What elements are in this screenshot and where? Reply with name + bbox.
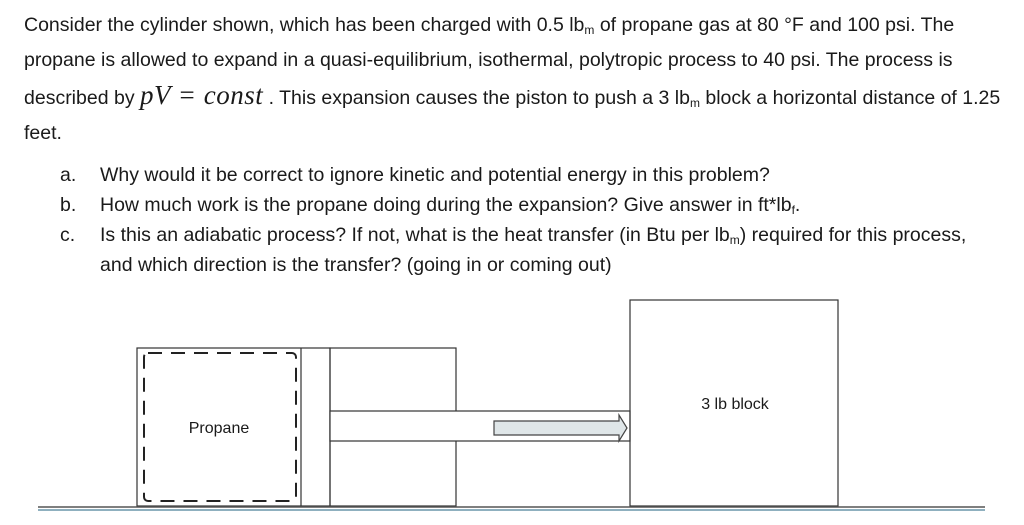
question-text: Why would it be correct to ignore kinetic and potential energy in this problem? [100, 164, 770, 186]
intro-text-4: block a horizontal distance of 1.25 feet. [24, 87, 1001, 144]
question-letter: b. [60, 194, 77, 216]
subscript-f: f [791, 203, 795, 217]
subscript-m: m [729, 233, 740, 247]
question-text-part: Is this an adiabatic process? If not, what is the heat transfer (in Btu per lb [100, 224, 730, 246]
question-text-part: . [794, 194, 801, 216]
subscript-m: m [584, 23, 595, 37]
intro-text-2: of propane gas at 80 °F and 100 psi. The propane is allowed to expand in a quasi-equilibrium, isothermal, polytropic process to 40 psi. The process is described by [24, 14, 955, 109]
question-text-part: How much work is the propane doing during the expansion? Give answer in ft*lb [100, 194, 792, 216]
question-letter: c. [60, 224, 76, 246]
block-label: 3 lb block [701, 396, 769, 413]
intro-text-3: . This expansion causes the piston to push a 3 lb [263, 87, 690, 109]
question-text-part: ) required for this process, and which direction is the transfer? (going in or coming out) [100, 224, 967, 276]
intro-text-1: Consider the cylinder shown, which has been charged with 0.5 lb [24, 14, 585, 36]
propane-label: Propane [188, 420, 250, 437]
question-letter: a. [60, 164, 77, 186]
subscript-m: m [689, 96, 700, 110]
process-equation: pV = const [139, 80, 264, 110]
